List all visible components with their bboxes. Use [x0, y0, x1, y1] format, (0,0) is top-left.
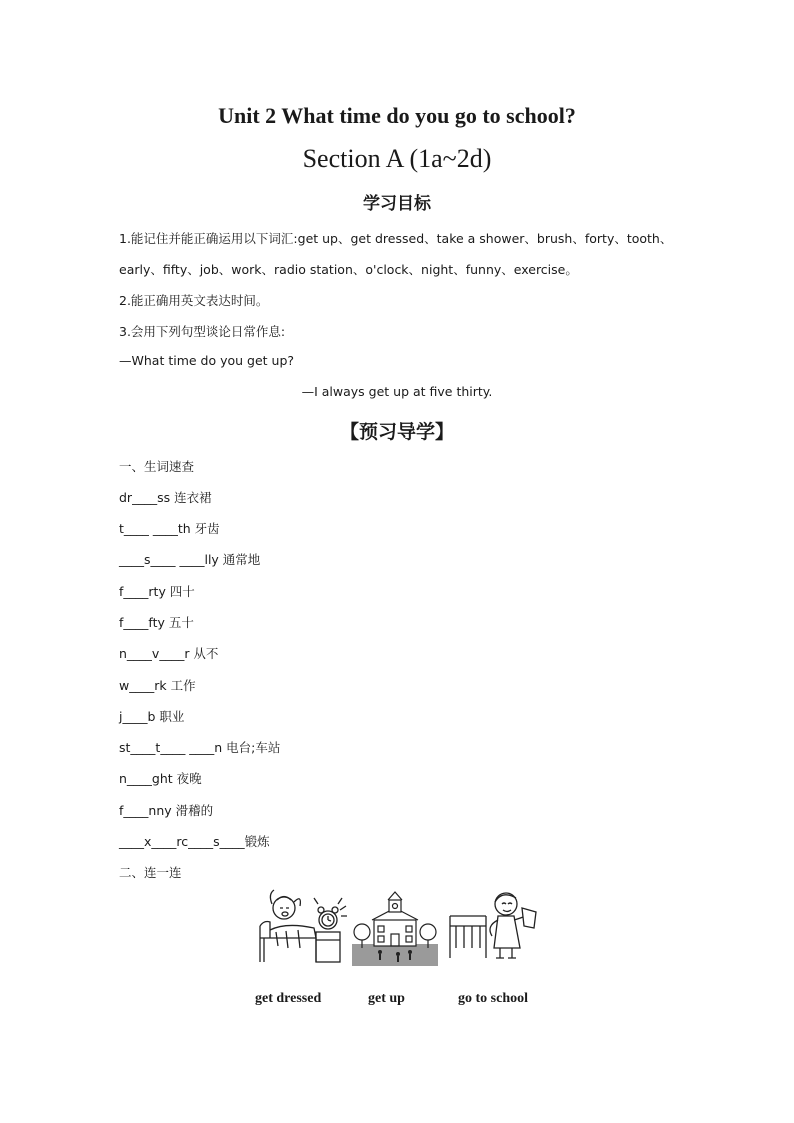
word-item: n____v____r 从不	[119, 646, 219, 661]
goal-3: 3.会用下列句型谈论日常作息:	[119, 324, 286, 339]
word-item: f____fty 五十	[119, 615, 194, 630]
word-item: st____t____ ____n 电台;车站	[119, 740, 281, 755]
goal-2: 2.能正确用英文表达时间。	[119, 293, 269, 308]
girl-getting-dressed-icon	[446, 886, 540, 966]
example-question: —What time do you get up?	[119, 353, 295, 368]
school-building-icon	[352, 886, 438, 966]
word-item: f____nny 滑稽的	[119, 803, 214, 818]
word-item: t____ ____th 牙齿	[119, 521, 220, 536]
unit-title: Unit 2 What time do you go to school?	[218, 103, 576, 128]
word-item: ____s____ ____lly 通常地	[119, 552, 261, 567]
word-item: j____b 职业	[119, 709, 185, 724]
part2-title: 二、连一连	[119, 865, 182, 880]
word-item: f____rty 四十	[119, 584, 195, 599]
label-get-up: get up	[368, 991, 405, 1006]
word-item: ____x____rc____s____锻炼	[119, 834, 270, 849]
word-item: w____rk 工作	[119, 678, 196, 693]
section-title: Section A (1a~2d)	[302, 144, 492, 173]
boy-waking-up-alarm-clock-icon	[256, 886, 348, 966]
example-answer: —I always get up at five thirty.	[301, 384, 493, 399]
word-item: dr____ss 连衣裙	[119, 490, 212, 505]
preview-heading: 【预习导学】	[339, 422, 454, 443]
part1-title: 一、生词速查	[119, 459, 195, 474]
goal-1-line-1: 1.能记住并能正确运用以下词汇:get up、get dressed、take a shower、brush、forty、tooth、	[119, 231, 673, 246]
label-go-to-school: go to school	[458, 991, 528, 1006]
goal-1-line-2: early、fifty、job、work、radio station、o'clock、night、funny、exercise。	[119, 262, 578, 277]
label-get-dressed: get dressed	[255, 991, 322, 1006]
goals-heading: 学习目标	[363, 194, 431, 213]
word-item: n____ght 夜晚	[119, 771, 202, 786]
